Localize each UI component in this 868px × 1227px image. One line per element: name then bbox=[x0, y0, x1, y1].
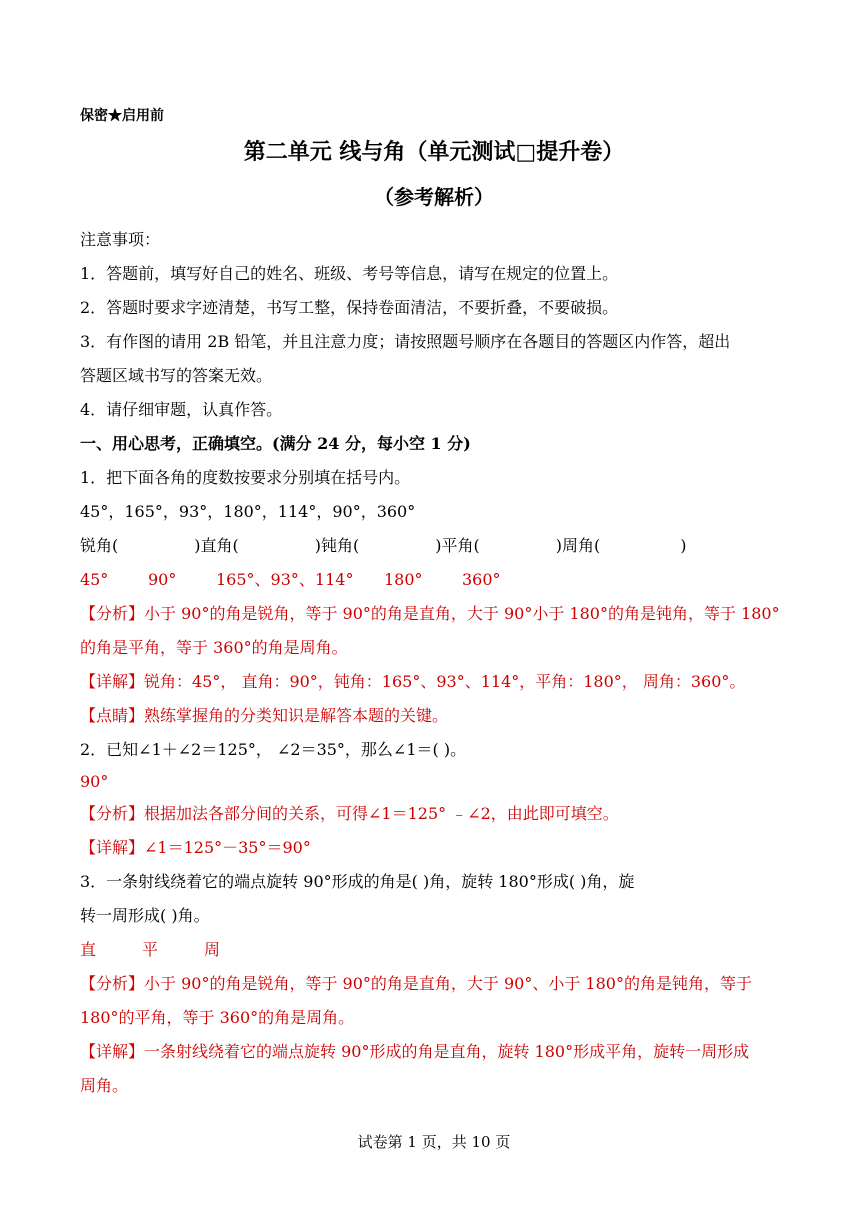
answer-full: 360° bbox=[462, 570, 501, 589]
notice-item: 2．答题时要求字迹清楚，书写工整，保持卷面清洁，不要折叠，不要破损。 bbox=[80, 298, 619, 317]
notice-item: 1．答题前，填写好自己的姓名、班级、考号等信息，请写在规定的位置上。 bbox=[80, 264, 619, 283]
blank-label-straight: )平角( bbox=[435, 536, 480, 555]
page-subtitle: （参考解析） bbox=[374, 185, 494, 209]
question-3-detail: 【详解】一条射线绕着它的端点旋转 90°形成的角是直角，旋转 180°形成平角，旋转一周形成 bbox=[80, 1042, 750, 1061]
question-1-tip: 【点睛】熟练掌握角的分类知识是解答本题的关键。 bbox=[80, 706, 449, 725]
page-title: 第二单元 线与角（单元测试□提升卷） bbox=[243, 139, 625, 165]
blank-label-full: )周角( bbox=[555, 536, 601, 555]
question-2-detail: 【详解】∠1＝125°－35°＝90° bbox=[80, 838, 311, 857]
question-1-analysis: 【分析】小于 90°的角是锐角，等于 90°的角是直角，大于 90°小于 180°的角是钝角，等于 180° bbox=[80, 604, 780, 623]
question-1-detail: 【详解】锐角：45°， 直角：90°，钝角：165°、93°、114°，平角：180°， 周角：360°。 bbox=[80, 672, 746, 691]
answer-straight-angle: 平 bbox=[142, 940, 159, 959]
question-2-stem: 2．已知∠1＋∠2＝125°， ∠2＝35°，那么∠1＝( )。 bbox=[80, 740, 467, 759]
answer-obtuse: 165°、93°、114° bbox=[216, 570, 354, 589]
question-2-analysis: 【分析】根据加法各部分间的关系，可得∠1＝125° ﹣∠2，由此即可填空。 bbox=[80, 804, 619, 823]
question-3-answers bbox=[80, 940, 220, 960]
question-1-blanks bbox=[80, 536, 687, 556]
question-1-analysis-cont: 的角是平角，等于 360°的角是周角。 bbox=[80, 638, 348, 657]
question-3-analysis-cont: 180°的平角，等于 360°的角是周角。 bbox=[80, 1008, 355, 1027]
question-2-answer: 90° bbox=[80, 772, 109, 791]
blank-label-right: )直角( bbox=[194, 536, 239, 555]
blank-label-acute: 锐角( bbox=[80, 536, 119, 555]
blank-label-end: ) bbox=[680, 536, 687, 555]
question-3-stem-cont: 转一周形成( )角。 bbox=[80, 906, 210, 925]
answer-full-angle: 周 bbox=[204, 940, 221, 959]
question-1-stem: 1．把下面各角的度数按要求分别填在括号内。 bbox=[80, 468, 411, 487]
question-1-values: 45°，165°，93°，180°，114°，90°，360° bbox=[80, 502, 416, 521]
notice-item: 答题区域书写的答案无效。 bbox=[80, 366, 273, 385]
answer-straight: 180° bbox=[384, 570, 423, 589]
confidential-label: 保密★启用前 bbox=[80, 108, 164, 124]
blank-label-obtuse: )钝角( bbox=[314, 536, 360, 555]
answer-right: 90° bbox=[148, 570, 177, 589]
notice-item: 3．有作图的请用 2B 铅笔，并且注意力度；请按照题号顺序在各题目的答题区内作答，超出 bbox=[80, 332, 731, 351]
notice-heading: 注意事项： bbox=[80, 230, 161, 249]
notice-item: 4．请仔细审题，认真作答。 bbox=[80, 400, 283, 419]
page-footer: 试卷第 1 页，共 10 页 bbox=[357, 1133, 511, 1151]
question-3-analysis: 【分析】小于 90°的角是锐角，等于 90°的角是直角，大于 90°、小于 180°的角是钝角，等于 bbox=[80, 974, 752, 993]
question-3-stem: 3．一条射线绕着它的端点旋转 90°形成的角是( )角，旋转 180°形成( )角，旋 bbox=[80, 872, 635, 891]
section-heading: 一、用心思考，正确填空。(满分 24 分，每小空 1 分) bbox=[80, 434, 471, 453]
answer-right-angle: 直 bbox=[80, 940, 97, 959]
question-1-answers bbox=[80, 570, 501, 590]
question-3-detail-cont: 周角。 bbox=[80, 1076, 129, 1095]
answer-acute: 45° bbox=[80, 570, 109, 589]
